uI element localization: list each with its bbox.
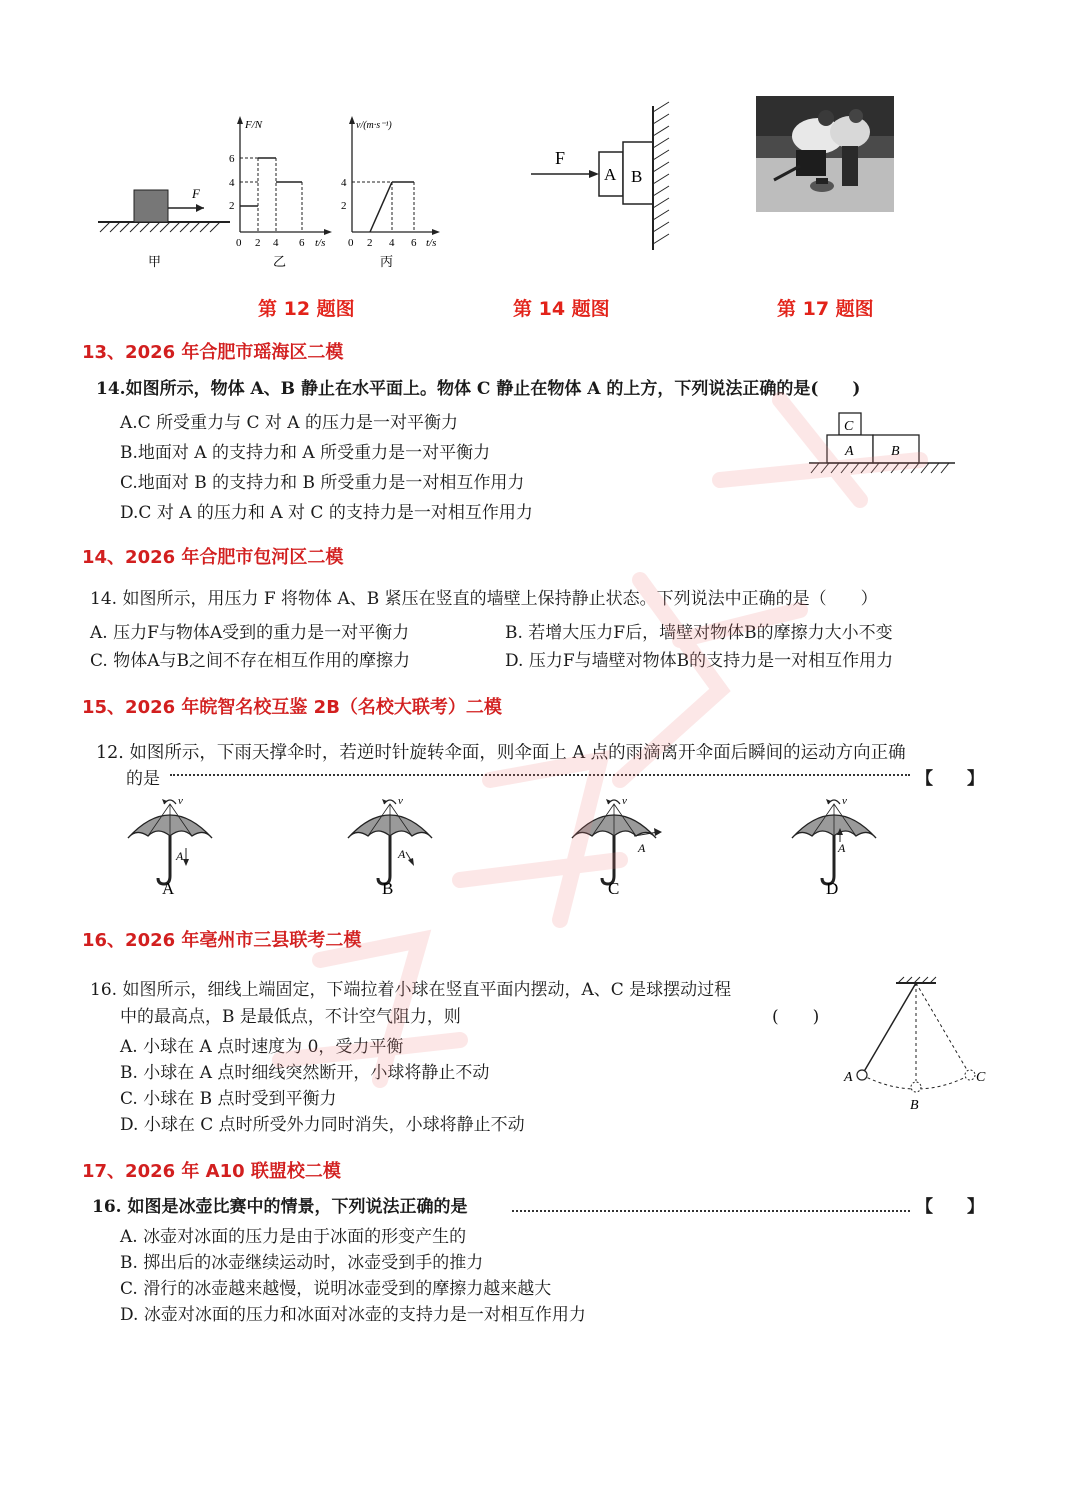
q16-option-c: C. 小球在 B 点时受到平衡力 [120, 1089, 337, 1109]
umbrella-b-v: v [398, 795, 403, 807]
q15-dot-leader [170, 772, 910, 776]
q16-pendulum-figure [840, 975, 990, 1115]
q16-label-b: B [910, 1098, 919, 1113]
q13-label-b: B [891, 444, 900, 459]
fig12-v-tick-t0: 0 [348, 237, 354, 249]
q14-option-a: A. 压力F与物体A受到的重力是一对平衡力 [90, 623, 410, 643]
q13-label-a: A [845, 444, 854, 459]
umbrella-b-point: A [398, 847, 406, 861]
fig12-block-diagram [98, 186, 230, 269]
umbrella-option-c [572, 795, 662, 898]
fig12-sub-c: 丙 [380, 254, 394, 269]
section-15-heading: 15、2026 年皖智名校互鉴 2B（名校大联考）二模 [82, 697, 502, 718]
umbrella-d-label: D [826, 879, 839, 898]
fig12-tick-t6: 6 [299, 237, 305, 249]
figure-17-curling-photo [756, 96, 894, 212]
section-17-heading: 17、2026 年 A10 联盟校二模 [82, 1161, 341, 1182]
fig12-caption: 第 12 题图 [258, 298, 355, 320]
q13-blocks-figure [805, 405, 960, 481]
q13-option-b: B.地面对 A 的支持力和 A 所受重力是一对平衡力 [120, 443, 491, 463]
umbrella-d-v: v [842, 795, 847, 807]
q17-dot-leader [512, 1208, 910, 1212]
fig12-tick-t4: 4 [273, 237, 279, 249]
umbrella-option-d [792, 795, 876, 898]
q16-stem-1: 16. 如图所示，细线上端固定，下端拉着小球在竖直平面内摆动，A、C 是球摆动过程 [90, 980, 732, 1000]
figure-12 [90, 100, 450, 280]
umbrella-a-point: A [176, 849, 184, 863]
q13-stem: 14.如图所示，物体 A、B 静止在水平面上。物体 C 静止在物体 A 的上方，下列说法正确的是( ) [96, 379, 861, 399]
q15-umbrella-figures [120, 790, 1000, 900]
fig12-tick-t2: 2 [255, 237, 261, 249]
fig14-caption: 第 14 题图 [513, 298, 610, 320]
umbrella-a-v: v [178, 795, 183, 807]
q14-option-d: D. 压力F与墙壁对物体B的支持力是一对相互作用力 [505, 651, 894, 671]
fig12-tick-v2: 2 [341, 200, 347, 212]
q14-option-b: B. 若增大压力F后，墙壁对物体B的摩擦力大小不变 [505, 623, 893, 643]
fig12-axis-f: F/N [245, 119, 263, 131]
umbrella-c-v: v [622, 795, 627, 807]
fig12-axis-t: t/s [315, 237, 326, 249]
umbrella-b-label: B [382, 879, 394, 898]
fig12-force-label: F [192, 186, 200, 201]
umbrella-c-point: A [638, 841, 646, 855]
fig12-tick-f6: 6 [229, 153, 235, 165]
fig12-sub-a: 甲 [148, 254, 162, 269]
section-14-heading: 14、2026 年合肥市包河区二模 [82, 547, 344, 568]
umbrella-a-label: A [162, 879, 175, 898]
q13-option-a: A.C 所受重力与 C 对 A 的压力是一对平衡力 [120, 413, 458, 433]
umbrella-d-point: A [838, 841, 846, 855]
fig12-v-tick-t2: 2 [367, 237, 373, 249]
fig12-axis-v: v/(m·s⁻¹) [356, 120, 392, 131]
fig12-velocity-time-graph [341, 116, 440, 269]
q16-label-c: C [976, 1070, 986, 1085]
q15-answer-bracket: 【 】 [916, 769, 984, 789]
q13-label-c: C [844, 419, 854, 434]
figure-14 [525, 100, 685, 260]
q16-stem-2: 中的最高点，B 是最低点，不计空气阻力，则 [120, 1007, 461, 1027]
q15-stem-1: 12. 如图所示，下雨天撑伞时，若逆时针旋转伞面，则伞面上 A 点的雨滴离开伞面后瞬间的运动方向正确 [96, 743, 906, 763]
q17-stem: 16. 如图是冰壶比赛中的情景，下列说法正确的是 [92, 1197, 468, 1217]
q14-stem: 14. 如图所示，用压力 F 将物体 A、B 紧压在竖直的墙壁上保持静止状态。下列说法中正确的是（ ） [90, 589, 878, 609]
fig12-v-tick-t4: 4 [389, 237, 395, 249]
umbrella-option-a [128, 795, 212, 898]
fig12-tick-v4: 4 [341, 177, 347, 189]
fig12-v-axis-t: t/s [426, 237, 437, 249]
fig17-caption: 第 17 题图 [777, 298, 874, 320]
q16-option-a: A. 小球在 A 点时速度为 0，受力平衡 [120, 1037, 404, 1057]
q17-option-a: A. 冰壶对冰面的压力是由于冰面的形变产生的 [120, 1227, 467, 1247]
q17-answer-bracket: 【 】 [916, 1197, 984, 1217]
fig14-force-label: F [555, 148, 566, 168]
fig14-block-a: A [604, 165, 617, 184]
section-13-heading: 13、2026 年合肥市瑶海区二模 [82, 342, 344, 363]
fig12-tick-f4: 4 [229, 177, 235, 189]
fig12-sub-b: 乙 [273, 254, 287, 269]
q14-option-c: C. 物体A与B之间不存在相互作用的摩擦力 [90, 651, 410, 671]
q17-option-d: D. 冰壶对冰面的压力和冰面对冰壶的支持力是一对相互作用力 [120, 1305, 586, 1325]
fig12-tick-t0: 0 [236, 237, 242, 249]
q13-option-c: C.地面对 B 的支持力和 B 所受重力是一对相互作用力 [120, 473, 525, 493]
fig12-tick-f2: 2 [229, 200, 235, 212]
fig12-v-tick-t6: 6 [411, 237, 417, 249]
fig14-block-b: B [631, 167, 643, 186]
umbrella-option-b [348, 795, 432, 898]
q13-option-d: D.C 对 A 的压力和 A 对 C 的支持力是一对相互作用力 [120, 503, 533, 523]
q17-option-b: B. 掷出后的冰壶继续运动时，冰壶受到手的推力 [120, 1253, 484, 1273]
q16-option-b: B. 小球在 A 点时细线突然断开，小球将静止不动 [120, 1063, 490, 1083]
q16-option-d: D. 小球在 C 点时所受外力同时消失，小球将静止不动 [120, 1115, 525, 1135]
q16-label-a: A [844, 1070, 853, 1085]
fig12-force-time-graph [229, 116, 332, 269]
q16-answer-paren: ( ) [772, 1007, 820, 1027]
section-16-heading: 16、2026 年亳州市三县联考二模 [82, 930, 362, 951]
q17-option-c: C. 滑行的冰壶越来越慢，说明冰壶受到的摩擦力越来越大 [120, 1279, 552, 1299]
q15-stem-2: 的是 [126, 769, 160, 789]
umbrella-c-label: C [608, 879, 620, 898]
